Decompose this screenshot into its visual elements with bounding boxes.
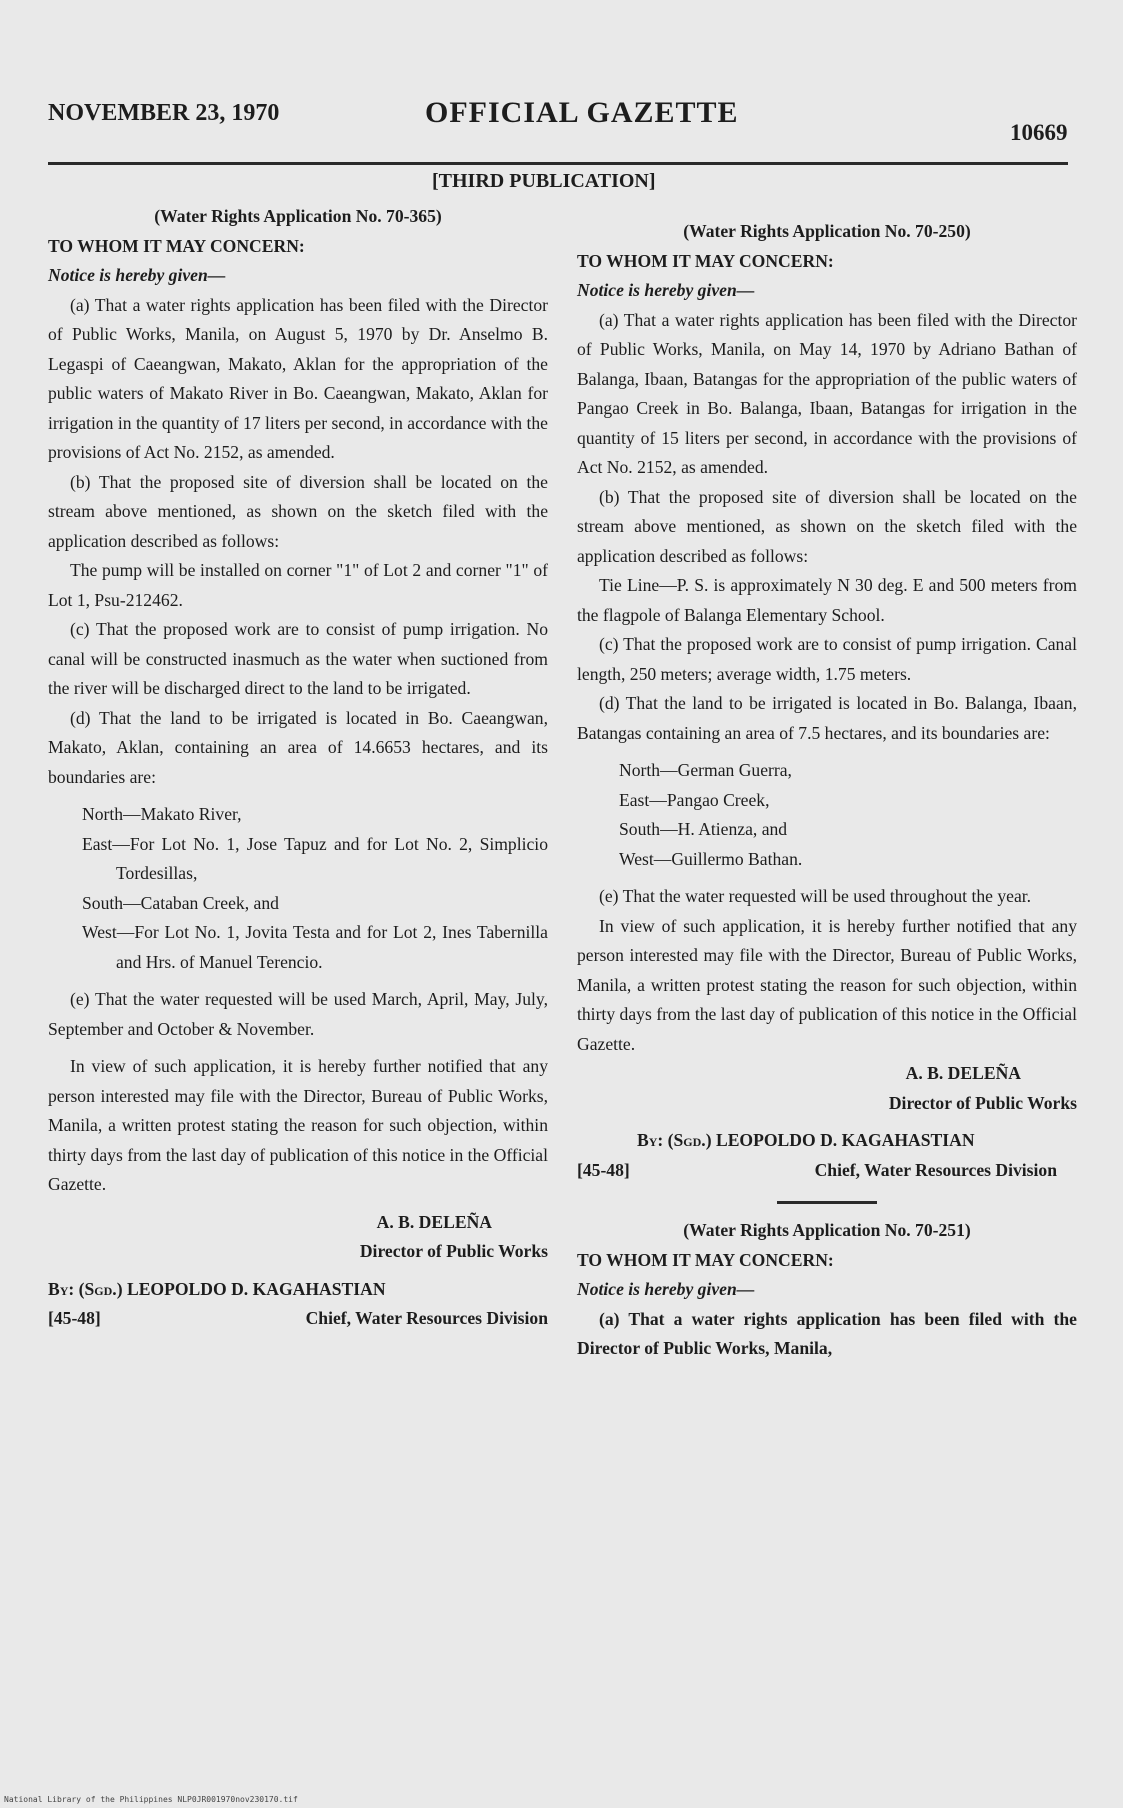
- paragraph-a-2: (a) That a water rights application has been filed with the Director of Public Works, Manila,: [577, 1308, 1077, 1358]
- paragraph-d: (d) That the land to be irrigated is located in Bo. Caeangwan, Makato, Aklan, containing an area of 14.6653 hectares, and its boundaries are:: [48, 707, 548, 787]
- tie-line: Tie Line—P. S. is approximately N 30 deg. E and 500 meters from the flagpole of Balanga Elementary School.: [577, 575, 1077, 625]
- header-rule: [48, 162, 1068, 165]
- signer-title: Director of Public Works: [359, 1241, 548, 1261]
- boundary-south: South—H. Atienza, and: [619, 819, 788, 839]
- paragraph-a: (a) That a water rights application has been filed with the Director of Public Works, Manila, on August 5, 1970 by Dr. Anselmo B. Legaspi of Caeangwan, Makato, Aklan for the appropriation of the public waters of Makato River in Bo. Caeangwan, Makato, Aklan for irrigation in the quantity of 17 liters per second, in accordance with the provisions of Act No. 2152, as amended.: [48, 294, 548, 462]
- salutation-2: TO WHOM IT MAY CONCERN:: [577, 1249, 834, 1270]
- paragraph-e: (e) That the water requested will be used throughout the year.: [599, 886, 1032, 906]
- application-number: (Water Rights Application No. 70-250): [683, 221, 971, 241]
- signer-name: A. B. DELEÑA: [376, 1211, 492, 1232]
- scan-footer: National Library of the Philippines NLP0JR001970nov230170.tif: [4, 1795, 298, 1804]
- boundary-east: East—Pangao Creek,: [619, 789, 770, 810]
- notice-line: Notice is hereby given—: [577, 280, 755, 300]
- left-column: [48, 202, 548, 1334]
- paragraph-a: (a) That a water rights application has been filed with the Director of Public Works, Manila, on May 14, 1970 by Adriano Bathan of Balanga, Ibaan, Batangas for the appropriation of the public waters of Pangao Creek in Bo. Balanga, Ibaan, Batangas for irrigation in the quantity of 15 liters per second, in accordance with the provisions of Act No. 2152, as amended.: [577, 309, 1077, 477]
- boundary-north: North—Makato River,: [82, 804, 242, 824]
- boundary-south: South—Cataban Creek, and: [82, 892, 279, 913]
- application-number: (Water Rights Application No. 70-365): [154, 206, 442, 226]
- boundary-north: North—German Guerra,: [619, 760, 792, 780]
- paragraph-e: (e) That the water requested will be used March, April, May, July, September and October & November.: [48, 989, 548, 1039]
- signed-by-title: Chief, Water Resources Division: [814, 1159, 1057, 1180]
- boundary-west: West—For Lot No. 1, Jovita Testa and for Lot 2, Ines Tabernilla and Hrs. of Manuel Terencio.: [82, 922, 548, 972]
- salutation: TO WHOM IT MAY CONCERN:: [48, 235, 305, 256]
- paragraph-b: (b) That the proposed site of diversion shall be located on the stream above mentioned, as shown on the sketch filed with the application described as follows:: [577, 486, 1077, 566]
- notice-line: Notice is hereby given—: [48, 265, 226, 285]
- paragraph-c: (c) That the proposed work are to consist of pump irrigation. Canal length, 250 meters; average width, 1.75 meters.: [577, 634, 1077, 684]
- signer-name: A. B. DELEÑA: [905, 1063, 1021, 1083]
- salutation: TO WHOM IT MAY CONCERN:: [577, 250, 834, 271]
- pump-location: The pump will be installed on corner "1" of Lot 2 and corner "1" of Lot 1, Psu-212462.: [48, 560, 548, 610]
- application-number-2: (Water Rights Application No. 70-251): [683, 1220, 971, 1240]
- signer-title: Director of Public Works: [888, 1092, 1077, 1113]
- signed-by: By: (Sgd.) LEOPOLDO D. KAGAHASTIAN: [637, 1130, 975, 1150]
- page-number: 10669: [1010, 120, 1068, 145]
- boundary-west: West—Guillermo Bathan.: [619, 848, 803, 869]
- notice-line-2: Notice is hereby given—: [577, 1279, 755, 1299]
- issue-reference: [45-48]: [577, 1159, 630, 1180]
- section-divider: [777, 1201, 877, 1204]
- issue-date: NOVEMBER 23, 1970: [48, 100, 280, 126]
- protest-paragraph: In view of such application, it is hereby further notified that any person interested may file with the Director, Bureau of Public Works, Manila, a written protest stating the reason for such objection, within thirty days from the last day of publication of this notice in the Official Gazette.: [577, 915, 1077, 1054]
- paragraph-c: (c) That the proposed work are to consist of pump irrigation. No canal will be constructed inasmuch as the water when suctioned from the river will be discharged direct to the land to be irrigated.: [48, 619, 548, 698]
- protest-paragraph: In view of such application, it is hereby further notified that any person interested may file with the Director, Bureau of Public Works, Manila, a written protest stating the reason for such objection, within thirty days from the last day of publication of this notice in the Official Gazette.: [48, 1056, 548, 1194]
- section-label: [THIRD PUBLICATION]: [432, 170, 656, 192]
- paragraph-b: (b) That the proposed site of diversion shall be located on the stream above mentioned, as shown on the sketch filed with the application described as follows:: [48, 471, 548, 551]
- paragraph-d: (d) That the land to be irrigated is located in Bo. Balanga, Ibaan, Batangas containing an area of 7.5 hectares, and its boundaries are:: [577, 693, 1077, 743]
- gazette-title: OFFICIAL GAZETTE: [425, 96, 739, 129]
- issue-reference: [45-48]: [48, 1308, 101, 1328]
- signed-by-title: Chief, Water Resources Division: [305, 1308, 548, 1328]
- right-column: [577, 217, 1077, 1364]
- boundary-east: East—For Lot No. 1, Jose Tapuz and for Lot No. 2, Simplicio Tordesillas,: [82, 833, 548, 883]
- signed-by: By: (Sgd.) LEOPOLDO D. KAGAHASTIAN: [48, 1278, 386, 1299]
